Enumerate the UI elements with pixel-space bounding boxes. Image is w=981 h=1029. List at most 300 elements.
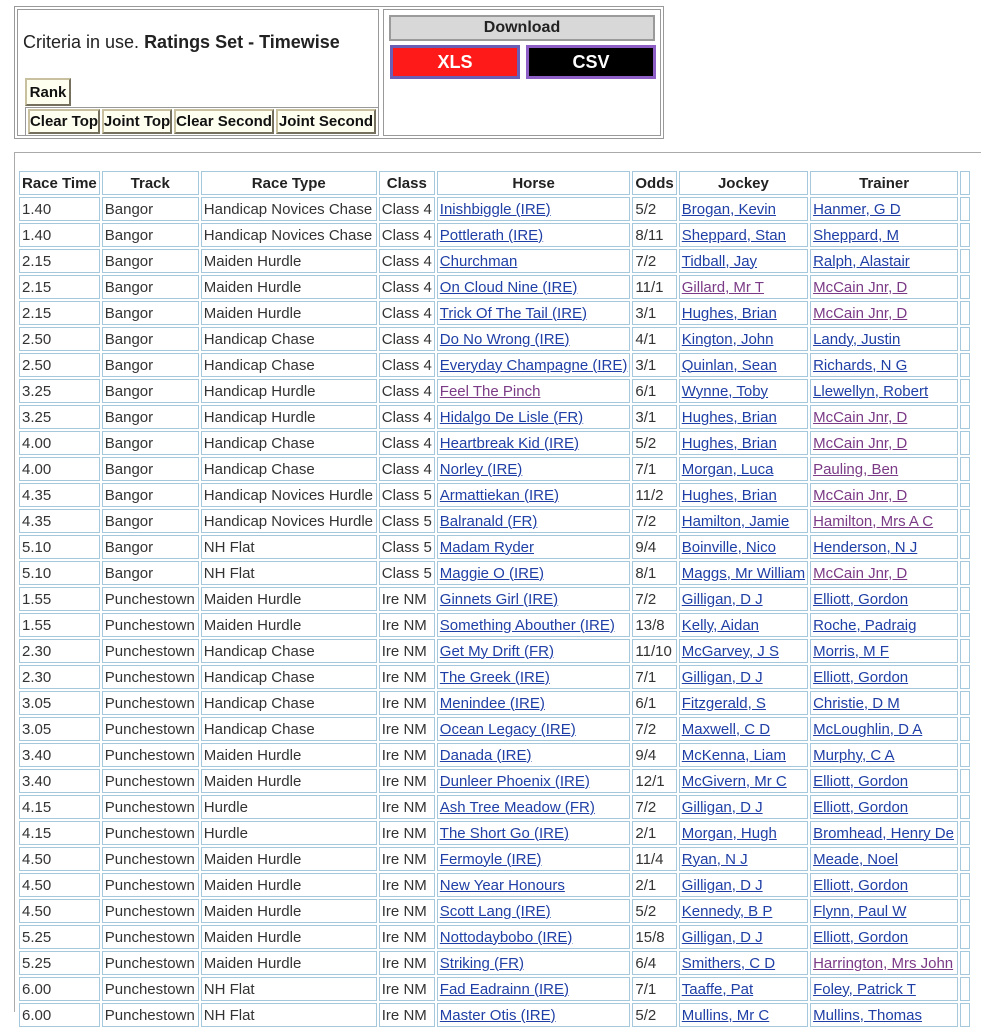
trainer-link[interactable]: Morris, M F bbox=[813, 642, 889, 660]
overflow-cell bbox=[960, 353, 970, 377]
xls-download-button[interactable]: XLS bbox=[390, 45, 520, 79]
horse-link[interactable]: Madam Ryder bbox=[439, 538, 534, 556]
trainer-link[interactable]: Elliott, Gordon bbox=[813, 590, 909, 608]
jockey-link[interactable]: Sheppard, Stan bbox=[681, 226, 786, 244]
race-type-cell: Hurdle bbox=[201, 821, 377, 845]
trainer-link[interactable]: Roche, Padraig bbox=[813, 616, 917, 634]
jockey-link[interactable]: Maxwell, C D bbox=[681, 720, 771, 738]
trainer-link[interactable]: Elliott, Gordon bbox=[813, 668, 909, 686]
trainer-cell bbox=[810, 275, 958, 299]
race-time-cell: 4.35 bbox=[19, 483, 100, 507]
race-type-cell: Maiden Hurdle bbox=[201, 873, 377, 897]
jockey-cell bbox=[679, 795, 808, 819]
jockey-link[interactable]: Hughes, Brian bbox=[681, 304, 777, 322]
overflow-cell bbox=[960, 379, 970, 403]
column-header-track: Track bbox=[102, 171, 199, 195]
race-type-cell: Handicap Chase bbox=[201, 691, 377, 715]
overflow-cell bbox=[960, 821, 970, 845]
jockey-link[interactable]: Hughes, Brian bbox=[681, 434, 777, 452]
trainer-link[interactable]: Elliott, Gordon bbox=[813, 928, 909, 946]
table-row bbox=[19, 665, 970, 689]
trainer-link[interactable]: Foley, Patrick T bbox=[813, 980, 916, 998]
jockey-link[interactable]: Wynne, Toby bbox=[681, 382, 769, 400]
track-cell: Punchestown bbox=[102, 899, 199, 923]
odds-cell: 7/2 bbox=[632, 795, 676, 819]
class-cell: Ire NM bbox=[379, 717, 435, 741]
track-cell: Bangor bbox=[102, 275, 199, 299]
horse-link[interactable]: Churchman bbox=[439, 252, 518, 270]
jockey-cell bbox=[679, 561, 808, 585]
class-cell: Class 4 bbox=[379, 301, 435, 325]
trainer-link[interactable]: Sheppard, M bbox=[813, 226, 899, 244]
race-type-cell: NH Flat bbox=[201, 561, 377, 585]
jockey-link[interactable]: Kennedy, B P bbox=[681, 902, 773, 920]
odds-cell: 7/1 bbox=[632, 665, 676, 689]
odds-cell: 4/1 bbox=[632, 327, 676, 351]
clear-second-button[interactable]: Clear Second bbox=[174, 109, 274, 134]
horse-link[interactable]: Ash Tree Meadow (FR) bbox=[439, 798, 595, 816]
class-cell: Ire NM bbox=[379, 951, 435, 975]
odds-cell: 7/2 bbox=[632, 249, 676, 273]
trainer-link[interactable]: Elliott, Gordon bbox=[813, 798, 909, 816]
joint-second-button[interactable]: Joint Second bbox=[276, 109, 376, 134]
horse-link[interactable]: New Year Honours bbox=[439, 876, 565, 894]
csv-download-button[interactable]: CSV bbox=[526, 45, 656, 79]
track-cell: Punchestown bbox=[102, 847, 199, 871]
class-cell: Ire NM bbox=[379, 769, 435, 793]
odds-cell: 6/1 bbox=[632, 691, 676, 715]
class-cell: Ire NM bbox=[379, 873, 435, 897]
race-type-cell: Handicap Hurdle bbox=[201, 405, 377, 429]
race-time-cell: 3.05 bbox=[19, 717, 100, 741]
horse-cell bbox=[437, 977, 631, 1001]
horse-cell bbox=[437, 899, 631, 923]
trainer-cell bbox=[810, 613, 958, 637]
table-header-row bbox=[19, 171, 970, 195]
jockey-cell bbox=[679, 743, 808, 767]
race-type-cell: NH Flat bbox=[201, 535, 377, 559]
download-panel bbox=[383, 9, 661, 136]
jockey-cell bbox=[679, 821, 808, 845]
jockey-cell bbox=[679, 1003, 808, 1027]
trainer-link[interactable]: McCain Jnr, D bbox=[813, 278, 908, 296]
class-cell: Class 4 bbox=[379, 353, 435, 377]
jockey-link[interactable]: Gilligan, D J bbox=[681, 668, 763, 686]
table-row bbox=[19, 457, 970, 481]
table-body bbox=[19, 197, 970, 1027]
clear-top-button[interactable]: Clear Top bbox=[28, 109, 100, 134]
trainer-link[interactable]: McCain Jnr, D bbox=[813, 434, 908, 452]
trainer-cell bbox=[810, 691, 958, 715]
table-row bbox=[19, 223, 970, 247]
track-cell: Punchestown bbox=[102, 795, 199, 819]
track-cell: Punchestown bbox=[102, 665, 199, 689]
trainer-cell bbox=[810, 197, 958, 221]
jockey-link[interactable]: Kelly, Aidan bbox=[681, 616, 760, 634]
race-type-cell: Maiden Hurdle bbox=[201, 249, 377, 273]
table-row bbox=[19, 743, 970, 767]
odds-cell: 7/2 bbox=[632, 717, 676, 741]
jockey-cell bbox=[679, 327, 808, 351]
odds-cell: 13/8 bbox=[632, 613, 676, 637]
trainer-link[interactable]: Murphy, C A bbox=[813, 746, 895, 764]
column-header-class: Class bbox=[379, 171, 435, 195]
jockey-link[interactable]: Gillard, Mr T bbox=[681, 278, 764, 296]
race-type-cell: Handicap Chase bbox=[201, 431, 377, 455]
race-type-cell: Handicap Novices Hurdle bbox=[201, 509, 377, 533]
trainer-cell bbox=[810, 1003, 958, 1027]
trainer-cell bbox=[810, 743, 958, 767]
table-row bbox=[19, 925, 970, 949]
track-cell: Bangor bbox=[102, 457, 199, 481]
trainer-cell bbox=[810, 509, 958, 533]
trainer-link[interactable]: Ralph, Alastair bbox=[813, 252, 910, 270]
race-time-cell: 3.40 bbox=[19, 769, 100, 793]
class-cell: Class 5 bbox=[379, 535, 435, 559]
jockey-link[interactable]: Gilligan, D J bbox=[681, 928, 763, 946]
jockey-link[interactable]: Brogan, Kevin bbox=[681, 200, 776, 218]
odds-cell: 7/2 bbox=[632, 509, 676, 533]
table-row bbox=[19, 535, 970, 559]
class-cell: Ire NM bbox=[379, 795, 435, 819]
jockey-link[interactable]: McGarvey, J S bbox=[681, 642, 779, 660]
race-type-cell: Hurdle bbox=[201, 795, 377, 819]
race-type-cell: Maiden Hurdle bbox=[201, 847, 377, 871]
class-cell: Ire NM bbox=[379, 847, 435, 871]
horse-link[interactable]: Balranald (FR) bbox=[439, 512, 538, 530]
jockey-link[interactable]: Fitzgerald, S bbox=[681, 694, 766, 712]
jockey-cell bbox=[679, 431, 808, 455]
trainer-cell bbox=[810, 379, 958, 403]
odds-cell: 11/1 bbox=[632, 275, 676, 299]
horse-cell bbox=[437, 353, 631, 377]
jockey-link[interactable]: Quinlan, Sean bbox=[681, 356, 777, 374]
overflow-cell bbox=[960, 847, 970, 871]
overflow-cell bbox=[960, 795, 970, 819]
horse-link[interactable]: Menindee (IRE) bbox=[439, 694, 545, 712]
overflow-cell bbox=[960, 327, 970, 351]
race-time-cell: 6.00 bbox=[19, 1003, 100, 1027]
jockey-cell bbox=[679, 509, 808, 533]
track-cell: Bangor bbox=[102, 483, 199, 507]
trainer-link[interactable]: Harrington, Mrs John bbox=[813, 954, 954, 972]
table-row bbox=[19, 691, 970, 715]
track-cell: Bangor bbox=[102, 535, 199, 559]
race-time-cell: 1.40 bbox=[19, 197, 100, 221]
horse-link[interactable]: Everyday Champagne (IRE) bbox=[439, 356, 628, 374]
jockey-link[interactable]: Hamilton, Jamie bbox=[681, 512, 790, 530]
track-cell: Punchestown bbox=[102, 743, 199, 767]
table-row bbox=[19, 249, 970, 273]
rank-button[interactable]: Rank bbox=[25, 78, 71, 106]
race-time-cell: 1.55 bbox=[19, 613, 100, 637]
jockey-link[interactable]: Gilligan, D J bbox=[681, 590, 763, 608]
table-row bbox=[19, 951, 970, 975]
overflow-cell bbox=[960, 769, 970, 793]
jockey-cell bbox=[679, 873, 808, 897]
class-cell: Ire NM bbox=[379, 925, 435, 949]
trainer-cell bbox=[810, 587, 958, 611]
horse-link[interactable]: Norley (IRE) bbox=[439, 460, 523, 478]
race-time-cell: 3.25 bbox=[19, 379, 100, 403]
horse-cell bbox=[437, 691, 631, 715]
horse-link[interactable]: On Cloud Nine (IRE) bbox=[439, 278, 578, 296]
odds-cell: 3/1 bbox=[632, 301, 676, 325]
table-row bbox=[19, 353, 970, 377]
class-cell: Class 4 bbox=[379, 223, 435, 247]
table-row bbox=[19, 613, 970, 637]
overflow-cell bbox=[960, 535, 970, 559]
horse-link[interactable]: The Short Go (IRE) bbox=[439, 824, 570, 842]
trainer-link[interactable]: McCain Jnr, D bbox=[813, 304, 908, 322]
odds-cell: 11/4 bbox=[632, 847, 676, 871]
track-cell: Bangor bbox=[102, 249, 199, 273]
jockey-cell bbox=[679, 977, 808, 1001]
trainer-cell bbox=[810, 561, 958, 585]
horse-cell bbox=[437, 769, 631, 793]
race-type-cell: NH Flat bbox=[201, 1003, 377, 1027]
jockey-link[interactable]: Gilligan, D J bbox=[681, 798, 763, 816]
trainer-link[interactable]: Flynn, Paul W bbox=[813, 902, 907, 920]
class-cell: Class 4 bbox=[379, 197, 435, 221]
jockey-link[interactable]: Maggs, Mr William bbox=[681, 564, 806, 582]
class-cell: Class 4 bbox=[379, 431, 435, 455]
trainer-link[interactable]: Henderson, N J bbox=[813, 538, 918, 556]
track-cell: Bangor bbox=[102, 327, 199, 351]
track-cell: Bangor bbox=[102, 301, 199, 325]
jockey-link[interactable]: Morgan, Hugh bbox=[681, 824, 777, 842]
odds-cell: 5/2 bbox=[632, 1003, 676, 1027]
race-type-cell: Handicap Chase bbox=[201, 717, 377, 741]
jockey-cell bbox=[679, 457, 808, 481]
horse-link[interactable]: Feel The Pinch bbox=[439, 382, 541, 400]
track-cell: Bangor bbox=[102, 405, 199, 429]
horse-link[interactable]: Nottodaybobo (IRE) bbox=[439, 928, 573, 946]
trainer-link[interactable]: Bromhead, Henry De bbox=[813, 824, 954, 842]
jockey-link[interactable]: Kington, John bbox=[681, 330, 774, 348]
overflow-cell bbox=[960, 197, 970, 221]
joint-top-button[interactable]: Joint Top bbox=[102, 109, 172, 134]
odds-cell: 6/1 bbox=[632, 379, 676, 403]
race-time-cell: 3.05 bbox=[19, 691, 100, 715]
trainer-link[interactable]: Landy, Justin bbox=[813, 330, 901, 348]
trainer-link[interactable]: McCain Jnr, D bbox=[813, 486, 908, 504]
odds-cell: 8/1 bbox=[632, 561, 676, 585]
race-time-cell: 5.25 bbox=[19, 925, 100, 949]
jockey-link[interactable]: Tidball, Jay bbox=[681, 252, 758, 270]
jockey-link[interactable]: McGivern, Mr C bbox=[681, 772, 787, 790]
race-type-cell: Handicap Chase bbox=[201, 353, 377, 377]
table-row bbox=[19, 379, 970, 403]
odds-cell: 9/4 bbox=[632, 535, 676, 559]
odds-cell: 8/11 bbox=[632, 223, 676, 247]
horse-link[interactable]: Heartbreak Kid (IRE) bbox=[439, 434, 580, 452]
race-type-cell: Handicap Chase bbox=[201, 639, 377, 663]
track-cell: Punchestown bbox=[102, 977, 199, 1001]
trainer-link[interactable]: Meade, Noel bbox=[813, 850, 899, 868]
trainer-link[interactable]: Hamilton, Mrs A C bbox=[813, 512, 934, 530]
table-row bbox=[19, 977, 970, 1001]
trainer-link[interactable]: Elliott, Gordon bbox=[813, 772, 909, 790]
horse-link[interactable]: Ginnets Girl (IRE) bbox=[439, 590, 559, 608]
jockey-link[interactable]: Morgan, Luca bbox=[681, 460, 774, 478]
race-time-cell: 2.30 bbox=[19, 639, 100, 663]
jockey-cell bbox=[679, 639, 808, 663]
horse-cell bbox=[437, 951, 631, 975]
horse-link[interactable]: Get My Drift (FR) bbox=[439, 642, 554, 660]
horse-link[interactable]: Ocean Legacy (IRE) bbox=[439, 720, 576, 738]
trainer-link[interactable]: Christie, D M bbox=[813, 694, 900, 712]
jockey-cell bbox=[679, 899, 808, 923]
table-row bbox=[19, 483, 970, 507]
horse-cell bbox=[437, 249, 631, 273]
jockey-cell bbox=[679, 691, 808, 715]
class-cell: Class 4 bbox=[379, 405, 435, 429]
horse-link[interactable]: Fermoyle (IRE) bbox=[439, 850, 542, 868]
trainer-link[interactable]: Pauling, Ben bbox=[813, 460, 899, 478]
odds-cell: 11/10 bbox=[632, 639, 676, 663]
class-cell: Class 5 bbox=[379, 561, 435, 585]
track-cell: Bangor bbox=[102, 379, 199, 403]
horse-link[interactable]: Trick Of The Tail (IRE) bbox=[439, 304, 588, 322]
race-time-cell: 4.00 bbox=[19, 431, 100, 455]
odds-cell: 3/1 bbox=[632, 405, 676, 429]
trainer-link[interactable]: McLoughlin, D A bbox=[813, 720, 923, 738]
trainer-link[interactable]: Hanmer, G D bbox=[813, 200, 901, 218]
race-type-cell: Handicap Chase bbox=[201, 665, 377, 689]
table-row bbox=[19, 509, 970, 533]
column-header-horse: Horse bbox=[437, 171, 631, 195]
trainer-link[interactable]: McCain Jnr, D bbox=[813, 564, 908, 582]
criteria-prefix: Criteria in use. bbox=[23, 32, 140, 52]
horse-cell bbox=[437, 457, 631, 481]
odds-cell: 12/1 bbox=[632, 769, 676, 793]
class-cell: Ire NM bbox=[379, 821, 435, 845]
jockey-link[interactable]: Hughes, Brian bbox=[681, 486, 777, 504]
trainer-cell bbox=[810, 223, 958, 247]
jockey-link[interactable]: Smithers, C D bbox=[681, 954, 776, 972]
overflow-cell bbox=[960, 717, 970, 741]
table-row bbox=[19, 821, 970, 845]
horse-link[interactable]: Inishbiggle (IRE) bbox=[439, 200, 551, 218]
trainer-link[interactable]: Llewellyn, Robert bbox=[813, 382, 929, 400]
horse-link[interactable]: Dunleer Phoenix (IRE) bbox=[439, 772, 590, 790]
horse-link[interactable]: Do No Wrong (IRE) bbox=[439, 330, 570, 348]
table-row bbox=[19, 561, 970, 585]
track-cell: Punchestown bbox=[102, 613, 199, 637]
jockey-cell bbox=[679, 951, 808, 975]
jockey-link[interactable]: Hughes, Brian bbox=[681, 408, 777, 426]
horse-cell bbox=[437, 509, 631, 533]
column-header-overflow bbox=[960, 171, 970, 195]
horse-link[interactable]: Danada (IRE) bbox=[439, 746, 532, 764]
jockey-link[interactable]: Taaffe, Pat bbox=[681, 980, 754, 998]
horse-cell bbox=[437, 821, 631, 845]
race-type-cell: Maiden Hurdle bbox=[201, 275, 377, 299]
horse-link[interactable]: Fad Eadrainn (IRE) bbox=[439, 980, 570, 998]
horse-link[interactable]: Striking (FR) bbox=[439, 954, 524, 972]
race-time-cell: 4.15 bbox=[19, 795, 100, 819]
race-time-cell: 1.40 bbox=[19, 223, 100, 247]
trainer-cell bbox=[810, 327, 958, 351]
race-time-cell: 4.50 bbox=[19, 847, 100, 871]
trainer-link[interactable]: McCain Jnr, D bbox=[813, 408, 908, 426]
horse-link[interactable]: Maggie O (IRE) bbox=[439, 564, 544, 582]
trainer-link[interactable]: Mullins, Thomas bbox=[813, 1006, 923, 1024]
race-time-cell: 2.50 bbox=[19, 353, 100, 377]
table-row bbox=[19, 873, 970, 897]
horse-link[interactable]: Something Abouther (IRE) bbox=[439, 616, 615, 634]
jockey-cell bbox=[679, 665, 808, 689]
trainer-link[interactable]: Richards, N G bbox=[813, 356, 908, 374]
race-type-cell: Handicap Novices Hurdle bbox=[201, 483, 377, 507]
track-cell: Bangor bbox=[102, 223, 199, 247]
horse-cell bbox=[437, 743, 631, 767]
horse-link[interactable]: Hidalgo De Lisle (FR) bbox=[439, 408, 584, 426]
table-row bbox=[19, 717, 970, 741]
horse-cell bbox=[437, 301, 631, 325]
jockey-link[interactable]: Ryan, N J bbox=[681, 850, 748, 868]
jockey-link[interactable]: McKenna, Liam bbox=[681, 746, 786, 764]
race-type-cell: Maiden Hurdle bbox=[201, 587, 377, 611]
class-cell: Class 4 bbox=[379, 379, 435, 403]
jockey-link[interactable]: Mullins, Mr C bbox=[681, 1006, 770, 1024]
horse-link[interactable]: Master Otis (IRE) bbox=[439, 1006, 556, 1024]
overflow-cell bbox=[960, 899, 970, 923]
jockey-link[interactable]: Gilligan, D J bbox=[681, 876, 763, 894]
race-time-cell: 4.35 bbox=[19, 509, 100, 533]
jockey-link[interactable]: Boinville, Nico bbox=[681, 538, 776, 556]
trainer-cell bbox=[810, 717, 958, 741]
horse-link[interactable]: Scott Lang (IRE) bbox=[439, 902, 551, 920]
trainer-cell bbox=[810, 821, 958, 845]
table-row bbox=[19, 327, 970, 351]
table-row bbox=[19, 405, 970, 429]
odds-cell: 7/1 bbox=[632, 977, 676, 1001]
track-cell: Punchestown bbox=[102, 769, 199, 793]
race-time-cell: 6.00 bbox=[19, 977, 100, 1001]
race-type-cell: Maiden Hurdle bbox=[201, 743, 377, 767]
table-row bbox=[19, 795, 970, 819]
odds-cell: 5/2 bbox=[632, 431, 676, 455]
top-controls bbox=[14, 6, 664, 139]
horse-link[interactable]: The Greek (IRE) bbox=[439, 668, 550, 686]
race-type-cell: Maiden Hurdle bbox=[201, 301, 377, 325]
table-row bbox=[19, 197, 970, 221]
race-time-cell: 2.15 bbox=[19, 275, 100, 299]
jockey-cell bbox=[679, 353, 808, 377]
race-type-cell: Handicap Novices Chase bbox=[201, 223, 377, 247]
horse-cell bbox=[437, 847, 631, 871]
class-cell: Ire NM bbox=[379, 1003, 435, 1027]
race-type-cell: Maiden Hurdle bbox=[201, 951, 377, 975]
horse-link[interactable]: Pottlerath (IRE) bbox=[439, 226, 544, 244]
race-type-cell: NH Flat bbox=[201, 977, 377, 1001]
table-row bbox=[19, 847, 970, 871]
horse-link[interactable]: Armattiekan (IRE) bbox=[439, 486, 559, 504]
trainer-cell bbox=[810, 873, 958, 897]
trainer-cell bbox=[810, 977, 958, 1001]
track-cell: Punchestown bbox=[102, 821, 199, 845]
trainer-link[interactable]: Elliott, Gordon bbox=[813, 876, 909, 894]
class-cell: Ire NM bbox=[379, 743, 435, 767]
odds-cell: 3/1 bbox=[632, 353, 676, 377]
overflow-cell bbox=[960, 431, 970, 455]
race-time-cell: 2.50 bbox=[19, 327, 100, 351]
trainer-cell bbox=[810, 951, 958, 975]
odds-cell: 9/4 bbox=[632, 743, 676, 767]
class-cell: Class 4 bbox=[379, 249, 435, 273]
